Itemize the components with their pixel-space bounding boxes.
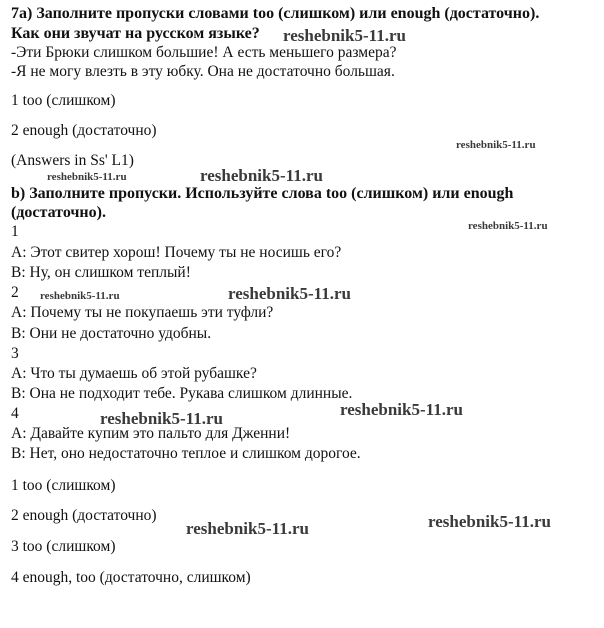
section-b-answer-3: 3 too (слишком) (11, 538, 116, 555)
watermark-text: reshebnik5-11.ru (186, 519, 309, 538)
dialogue-4-number: 4 (11, 405, 19, 422)
section-a-heading-line2: Как они звучат на русском языке? (11, 25, 260, 42)
section-a-sentence-1: -Эти Брюки слишком большие! А есть меньшего размера? (11, 44, 397, 61)
section-b-heading-line1: b) Заполните пропуски. Используйте слова too (слишком) или enough (11, 185, 514, 202)
section-a-heading-line1: 7a) Заполните пропуски словами too (слишком) или enough (достаточно). (11, 5, 540, 22)
watermark-text: reshebnik5-11.ru (468, 220, 548, 232)
watermark-text: reshebnik5-11.ru (100, 409, 223, 428)
dialogue-4-line-a: A: Давайте купим это пальто для Дженни! (11, 425, 291, 442)
dialogue-2-line-b: B: Они не достаточно удобны. (11, 325, 212, 342)
dialogue-1-line-b: B: Ну, он слишком теплый! (11, 264, 191, 281)
section-a-sentence-2: -Я не могу влезть в эту юбку. Она не достаточно большая. (11, 63, 395, 80)
section-a-answer-1: 1 too (слишком) (11, 92, 116, 109)
dialogue-2-number: 2 (11, 284, 19, 301)
section-b-answer-4: 4 enough, too (достаточно, слишком) (11, 569, 251, 586)
watermark-text: reshebnik5-11.ru (200, 166, 323, 185)
section-b-heading-line2: (достаточно). (11, 204, 106, 221)
dialogue-1-number: 1 (11, 223, 19, 240)
section-a-answer-2: 2 enough (достаточно) (11, 122, 157, 139)
watermark-text: reshebnik5-11.ru (228, 284, 351, 303)
watermark-text: reshebnik5-11.ru (456, 139, 536, 151)
watermark-text: reshebnik5-11.ru (47, 171, 127, 183)
dialogue-4-line-b: B: Нет, оно недостаточно теплое и слишком дорогое. (11, 445, 361, 462)
section-b-answer-2: 2 enough (достаточно) (11, 507, 157, 524)
watermark-text: reshebnik5-11.ru (340, 400, 463, 419)
dialogue-3-line-b: B: Она не подходит тебе. Рукава слишком длинные. (11, 385, 353, 402)
dialogue-3-line-a: A: Что ты думаешь об этой рубашке? (11, 365, 257, 382)
dialogue-3-number: 3 (11, 345, 19, 362)
watermark-text: reshebnik5-11.ru (428, 512, 551, 531)
section-b-answer-1: 1 too (слишком) (11, 477, 116, 494)
watermark-text: reshebnik5-11.ru (283, 26, 406, 45)
section-a-note: (Answers in Ss' L1) (11, 152, 134, 169)
dialogue-1-line-a: A: Этот свитер хорош! Почему ты не носишь его? (11, 244, 342, 261)
dialogue-2-line-a: A: Почему ты не покупаешь эти туфли? (11, 304, 274, 321)
watermark-text: reshebnik5-11.ru (40, 290, 120, 302)
